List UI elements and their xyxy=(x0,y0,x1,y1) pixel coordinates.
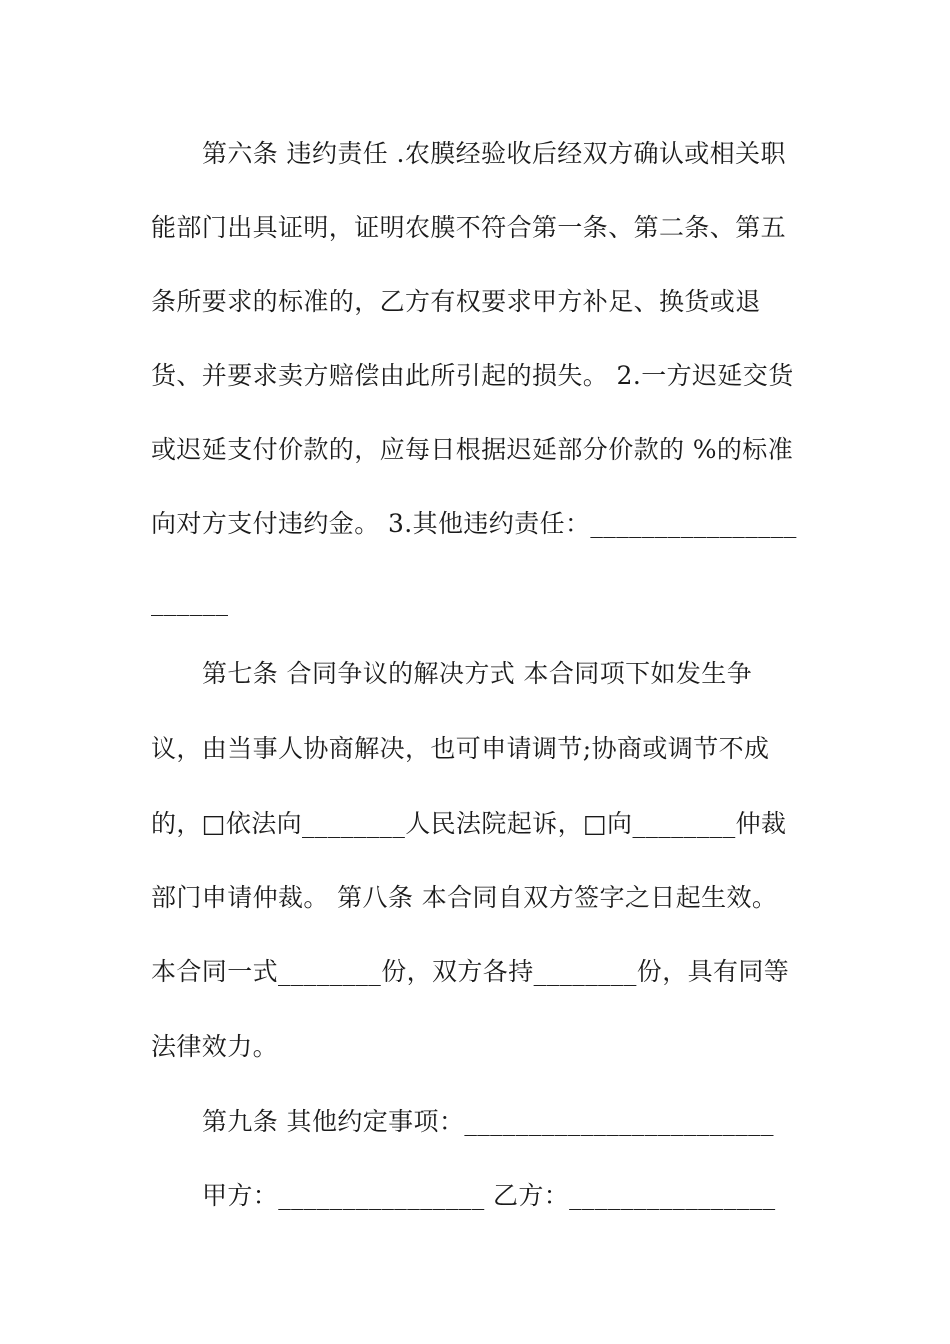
article-6-line-5: 或迟延支付价款的，应每日根据迟延部分价款的 %的标准 xyxy=(151,435,794,464)
article-7-line-4: 部门申请仲裁。 第八条 本合同自双方签字之日起生效。 xyxy=(151,883,778,912)
article-8-line-2: 法律效力。 xyxy=(151,1032,279,1061)
article-6-line-3: 条所要求的标准的，乙方有权要求甲方补足、换货或退 xyxy=(151,287,761,316)
article-6-line-6: 向对方支付违约金。 3.其他违约责任：________________ xyxy=(151,509,797,538)
article-6-line-7: ______ xyxy=(151,587,229,616)
article-7-line-3: 的，□依法向________人民法院起诉，□向________仲裁 xyxy=(151,809,787,838)
article-6-line-2: 能部门出具证明，证明农膜不符合第一条、第二条、第五 xyxy=(151,213,787,242)
article-7-line-2: 议，由当事人协商解决，也可申请调节;协商或调节不成 xyxy=(151,734,770,763)
article-8-line-1: 本合同一式________份，双方各持________份，具有同等 xyxy=(151,957,790,986)
article-7-line-1: 第七条 合同争议的解决方式 本合同项下如发生争 xyxy=(202,659,753,688)
article-6-line-4: 货、并要求卖方赔偿由此所引起的损失。 2.一方迟延交货 xyxy=(151,361,794,390)
article-9-line: 第九条 其他约定事项：________________________ xyxy=(202,1107,774,1136)
signature-line: 甲方：________________ 乙方：________________ xyxy=(202,1181,776,1210)
article-6-line-1: 第六条 违约责任 .农膜经验收后经双方确认或相关职 xyxy=(202,139,786,168)
